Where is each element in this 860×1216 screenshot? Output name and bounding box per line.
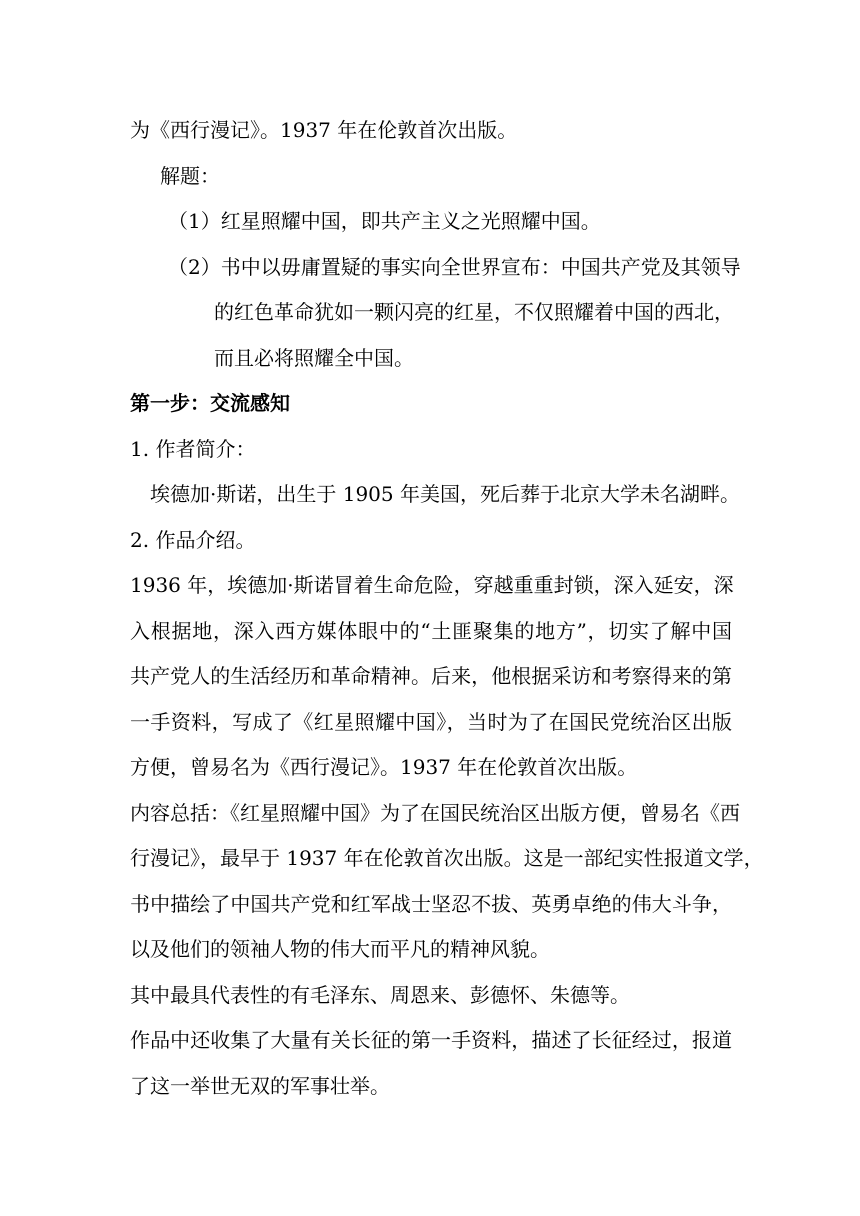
text-line: 为《西行漫记》。1937 年在伦敦首次出版。: [130, 118, 518, 142]
numbered-heading-author: 1. 作者简介：: [130, 436, 256, 461]
list-item-2-cont: 的红色革命犹如一颗闪亮的红星，不仅照耀着中国的西北，: [214, 300, 734, 324]
list-item-2-cont: 而且必将照耀全中国。: [214, 345, 414, 370]
document-body: [130, 108, 764, 1109]
summary-line: 行漫记》，最早于 1937 年在伦敦首次出版。这是一部纪实性报道文学，: [130, 846, 764, 870]
author-intro-text: 埃德加·斯诺，出生于 1905 年美国，死后葬于北京大学未名湖畔。: [150, 482, 740, 506]
subheading-jieti: 解题：: [160, 163, 220, 188]
summary-line: 书中描绘了中国共产党和红军战士坚忍不拔、英勇卓绝的伟大斗争，: [130, 891, 732, 916]
paragraph-line: 入根据地，深入西方媒体眼中的“土匪聚集的地方”，切实了解中国: [130, 618, 732, 643]
list-item-2: （2）书中以毋庸置疑的事实向全世界宣布：中国共产党及其领导: [168, 254, 741, 279]
list-item-1: （1）红星照耀中国，即共产主义之光照耀中国。: [168, 209, 601, 233]
paragraph-line: 作品中还收集了大量有关长征的第一手资料，描述了长征经过，报道: [130, 1028, 732, 1052]
paragraph-line: 其中最具代表性的有毛泽东、周恩来、彭德怀、朱德等。: [130, 982, 630, 1007]
paragraph-line: 了这一举世无双的军事壮举。: [130, 1073, 390, 1098]
numbered-heading-work: 2. 作品介绍。: [130, 527, 256, 552]
summary-line: 内容总括：《红星照耀中国》为了在国民统治区出版方便，曾易名《西: [130, 800, 740, 825]
paragraph-line: 共产党人的生活经历和革命精神。后来，他根据采访和考察得来的第: [130, 664, 732, 688]
paragraph-line: 一手资料，写成了《红星照耀中国》，当时为了在国民党统治区出版: [130, 709, 732, 734]
summary-line: 以及他们的领袖人物的伟大而平凡的精神风貌。: [130, 937, 550, 961]
section-heading: 第一步：交流感知: [130, 391, 290, 415]
paragraph-line: 方便，曾易名为《西行漫记》。1937 年在伦敦首次出版。: [130, 755, 638, 779]
paragraph-line: 1936 年，埃德加·斯诺冒着生命危险，穿越重重封锁，深入延安，深: [130, 573, 734, 597]
